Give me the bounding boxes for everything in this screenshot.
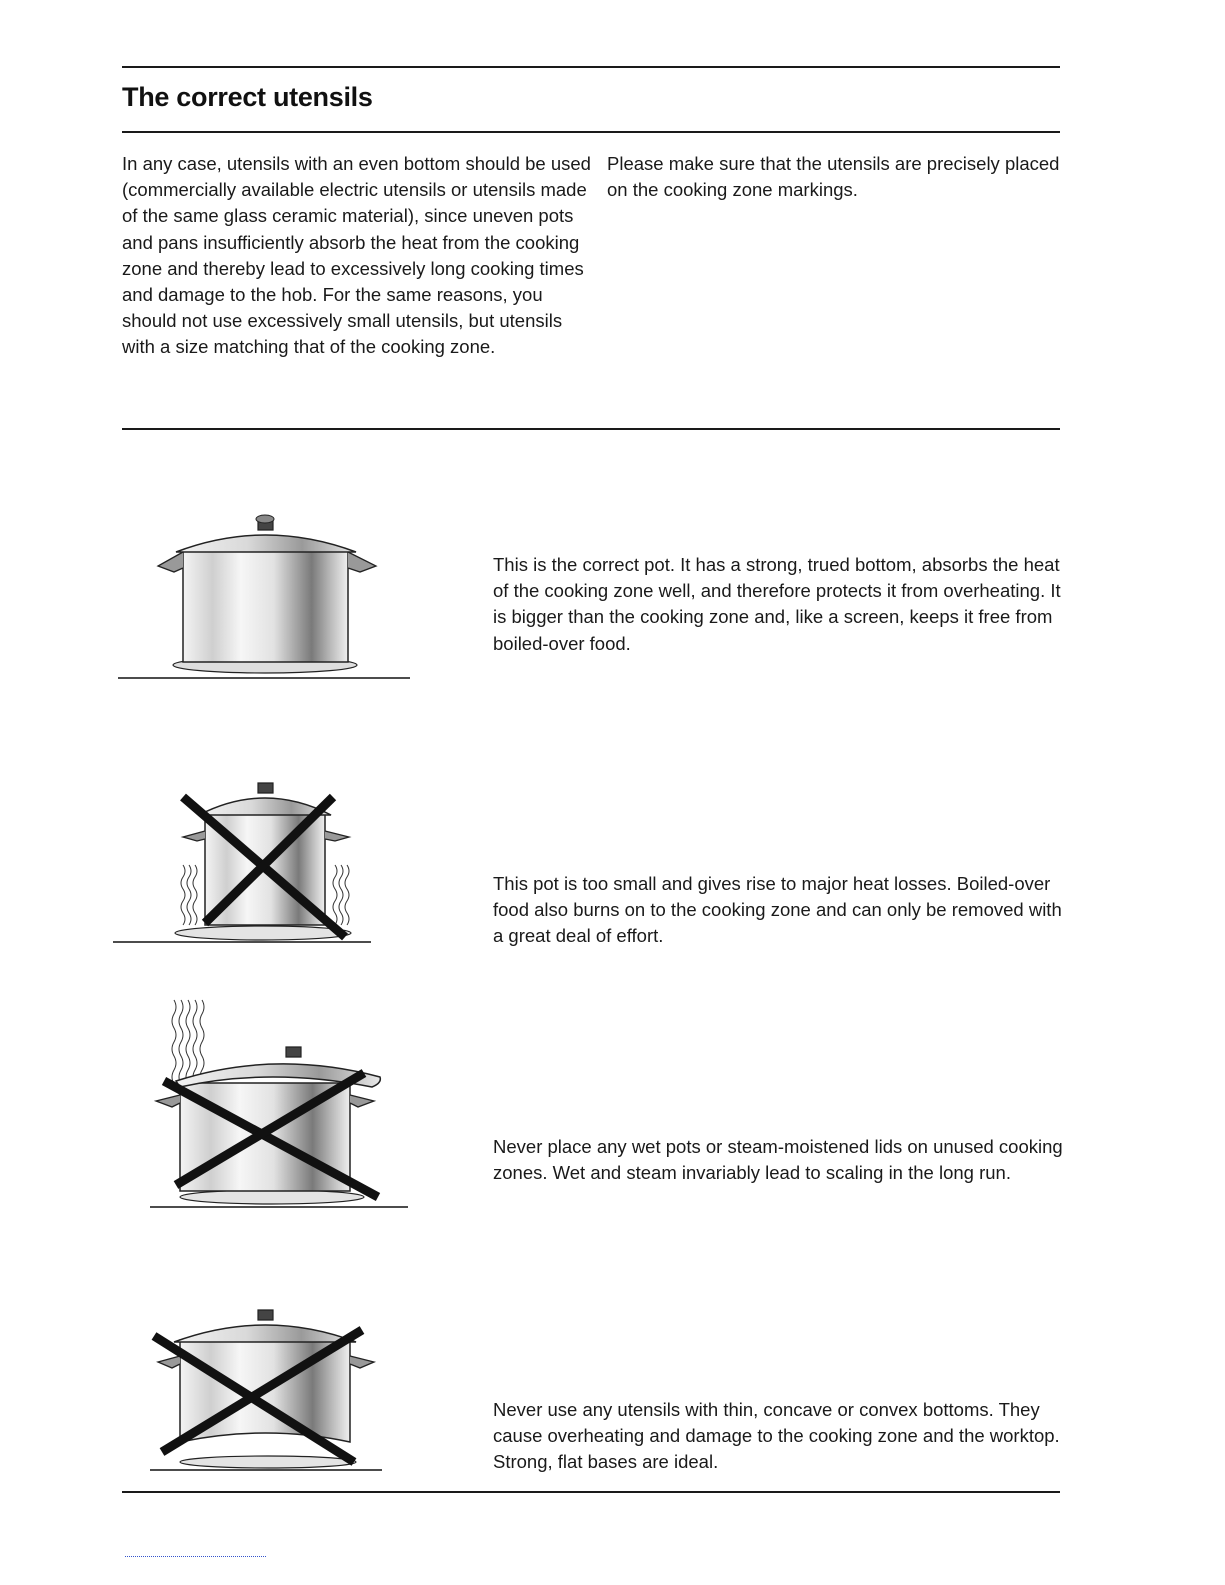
pot-uneven-bottom-crossed-icon	[150, 1300, 390, 1480]
title-rule	[122, 131, 1060, 133]
intro-left-paragraph: In any case, utensils with an even bottom should be used (commercially available electric utensils or utensils made of the same glass ceramic material), since uneven pots and pans insufficiently absorb the heat from the cooking zone and thereby lead to excessively long cooking times and damage to the hob. For the same reasons, you should not use excessively small utensils, but utensils with a size matching that of the cooking zone.	[122, 153, 591, 358]
intro-rule	[122, 428, 1060, 430]
caption-uneven-bottom: Never use any utensils with thin, concave or convex bottoms. They cause overheating and damage to the cooking zone and the worktop. Strong, flat bases are ideal.	[493, 1399, 1060, 1473]
top-rule	[122, 66, 1060, 68]
page-title: The correct utensils	[122, 82, 373, 112]
caption-wet-pot: Never place any wet pots or steam-moistened lids on unused cooking zones. Wet and steam invariably lead to scaling in the long run.	[493, 1136, 1063, 1184]
caption-correct-pot: This is the correct pot. It has a strong, trued bottom, absorbs the heat of the cooking zone well, and therefore protects it from overheating. It is bigger than the cooking zone and, like a screen, keeps it free from boiled-over food.	[493, 554, 1061, 654]
pot-correct-icon	[118, 510, 418, 690]
footer-link-underline[interactable]	[125, 1556, 266, 1557]
bottom-rule	[122, 1491, 1060, 1493]
intro-right-paragraph: Please make sure that the utensils are precisely placed on the cooking zone markings.	[607, 153, 1060, 201]
pot-too-small-crossed-icon	[113, 775, 378, 950]
caption-too-small-pot: This pot is too small and gives rise to major heat losses. Boiled-over food also burns on to the cooking zone and can only be removed with a great deal of effort.	[493, 873, 1062, 947]
pot-wet-lid-crossed-icon	[150, 995, 415, 1215]
